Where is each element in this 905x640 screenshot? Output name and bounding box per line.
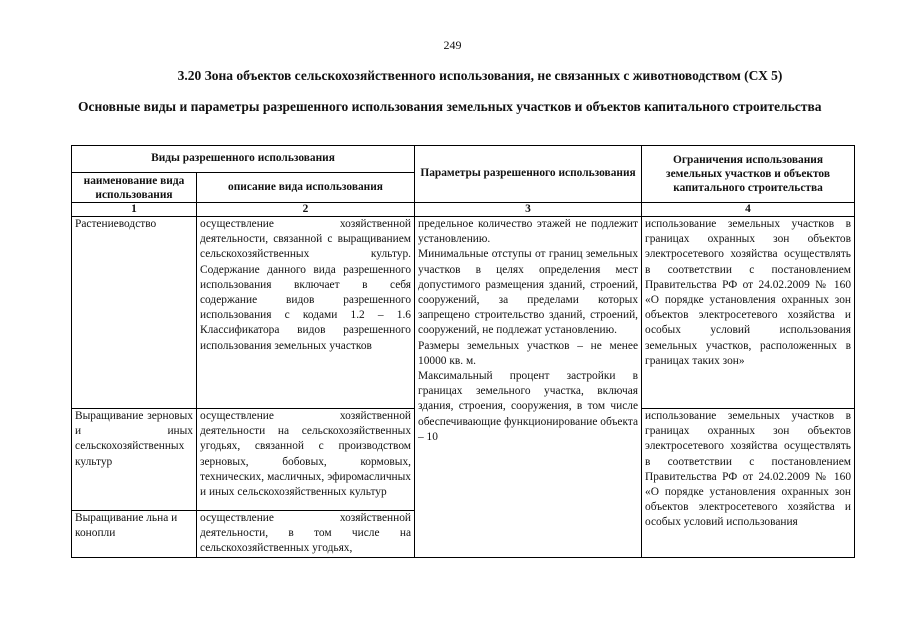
- row-description: осуществление хозяйственной деятельности, в том числе на сельскохозяйственных угодьях,: [197, 511, 415, 558]
- land-use-table: [71, 145, 855, 558]
- row-name: Выращивание зерновых и иных сельскохозяйственных культур: [72, 409, 197, 511]
- params-cell: [415, 217, 642, 558]
- row-description: осуществление хозяйственной деятельности, связанной с выращиванием сельскохозяйственных культур. Содержание данного вида разрешенного использования включает в себя содержание видов разрешенного использования с кодами 1.2 – 1.6 Классификатора видов разрешенного использования земельных участков: [197, 217, 415, 409]
- params-plot-size: Размеры земельных участков – не менее 10000 кв. м.: [418, 339, 639, 367]
- column-number: 4: [642, 203, 855, 217]
- header-params: Параметры разрешенного использования: [415, 146, 642, 203]
- header-restrictions: Ограничения использования земельных участков и объектов капитального строительства: [642, 146, 855, 203]
- column-number: 3: [415, 203, 642, 217]
- column-number: 2: [197, 203, 415, 217]
- params-floors: предельное количество этажей не подлежит установлению.: [418, 218, 639, 246]
- row-name: Выращивание льна и конопли: [72, 511, 197, 558]
- row-restrictions: использование земельных участков в границах охранных зон объектов электросетевого хозяйства осуществлять в соответствии с постановлением Правительства РФ от 24.02.2009 № 160 «О порядке установления охранных зон объектов электросетевого хозяйства и особых условий использования: [642, 409, 855, 558]
- row-description: осуществление хозяйственной деятельности на сельскохозяйственных угодьях, связанной с производством зерновых, бобовых, кормовых, технических, масличных, эфиромасличных и иных сельскохозяйственных культур: [197, 409, 415, 511]
- section-title: 3.20 Зона объектов сельскохозяйственного использования, не связанных с животноводством (СХ 5): [177, 68, 783, 83]
- row-restrictions: использование земельных участков в границах охранных зон объектов электросетевого хозяйства осуществлять в соответствии с постановлением Правительства РФ от 24.02.2009 № 160 «О порядке установления охранных зон объектов электросетевого хозяйства и особых условий использования земельных участков, расположенных в границах таких зон»: [642, 217, 855, 409]
- header-description: описание вида использования: [197, 173, 415, 203]
- column-numbers-row: [72, 203, 855, 217]
- table-row: [72, 217, 855, 409]
- header-types: Виды разрешенного использования: [72, 146, 415, 173]
- column-number: 1: [72, 203, 197, 217]
- row-name: Растениеводство: [72, 217, 197, 409]
- header-name: наименование вида использования: [72, 173, 197, 203]
- page-number: 249: [443, 38, 462, 52]
- params-coverage: Максимальный процент застройки в границах земельного участка, включая здания, строения, сооружения, в том числе обеспечивающие функционирование объекта – 10: [418, 370, 639, 443]
- subtitle: Основные виды и параметры разрешенного использования земельных участков и объектов капитального строительства: [78, 99, 822, 114]
- params-setbacks: Минимальные отступы от границ земельных участков в целях определения мест допустимого размещения зданий, строений, сооружений, за пределами которых запрещено строительство зданий, строений, сооружений, не подлежат установлению.: [418, 248, 639, 337]
